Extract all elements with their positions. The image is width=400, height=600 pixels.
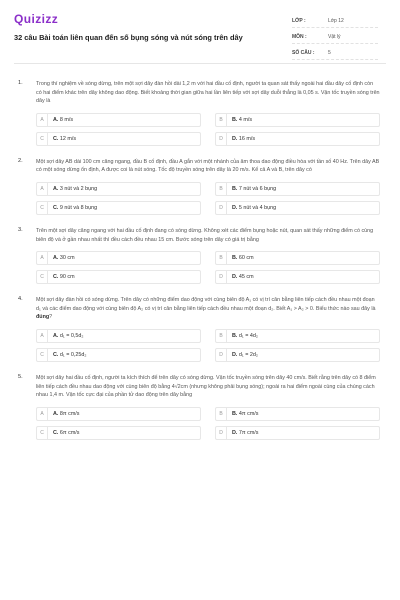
option-value: 3 nút và 2 bụng xyxy=(59,185,98,192)
option-letter: B xyxy=(216,183,227,195)
option-a[interactable] xyxy=(36,407,201,421)
option-a[interactable] xyxy=(36,113,201,127)
option-a[interactable] xyxy=(36,329,201,343)
option-c[interactable] xyxy=(36,426,201,440)
question-number: 5. xyxy=(18,373,23,380)
option-value: 30 cm xyxy=(59,255,75,262)
option-value: 7π cm/s xyxy=(238,429,259,436)
option-letter: D xyxy=(216,202,227,214)
option-value: 5 nút và 4 bụng xyxy=(238,204,277,211)
option-prefix: C. xyxy=(53,429,59,436)
option-letter: A xyxy=(37,114,48,126)
option-value: d₁ = 0,5d₂ xyxy=(59,332,84,339)
option-d[interactable] xyxy=(215,426,380,440)
question-text: Một sợi dây hai đầu cố định, người ta kích thích để trên dây có sóng dừng. Vận tốc truyền sóng trên dây 40 cm/s. Biết rằng trên dây có 8 điểm liên tiếp cách đều nhau dao động với cùng biên độ bằng 4√2cm (nhưng không phải bụng sóng); ngoài ra hai điểm ngoài cùng của chúng cách nhau 1,4 m. Vận tốc cực đại của phần tử dao động trên dây bằng xyxy=(36,374,376,399)
answer-options xyxy=(36,251,380,284)
option-c[interactable] xyxy=(36,132,201,146)
option-value: 7 nút và 6 bụng xyxy=(238,185,277,192)
question-text xyxy=(36,296,386,322)
answer-options xyxy=(36,407,380,440)
option-text xyxy=(48,411,80,417)
question-number: 1. xyxy=(18,80,23,86)
option-prefix: A. xyxy=(53,255,59,262)
option-prefix: C. xyxy=(53,351,59,358)
option-prefix: B. xyxy=(232,410,238,417)
option-text xyxy=(48,255,75,261)
option-text xyxy=(227,255,254,261)
worksheet-meta xyxy=(292,14,378,62)
option-prefix: B. xyxy=(232,185,238,192)
option-prefix: D. xyxy=(232,135,238,142)
option-prefix: B. xyxy=(232,116,238,123)
option-letter: B xyxy=(216,252,227,264)
meta-count-row xyxy=(292,46,378,60)
option-text xyxy=(227,136,255,142)
question-4 xyxy=(16,296,386,362)
option-d[interactable] xyxy=(215,201,380,215)
meta-class-row xyxy=(292,14,378,28)
option-c[interactable] xyxy=(36,201,201,215)
option-d[interactable] xyxy=(215,132,380,146)
answer-options xyxy=(36,329,380,362)
option-a[interactable] xyxy=(36,251,201,265)
option-letter: D xyxy=(216,349,227,361)
option-letter: C xyxy=(37,133,48,145)
option-text xyxy=(48,136,76,142)
question-list xyxy=(14,64,386,440)
question-3 xyxy=(16,227,386,284)
option-c[interactable] xyxy=(36,348,201,362)
option-prefix: A. xyxy=(53,332,59,339)
option-value: 4π cm/s xyxy=(238,410,259,417)
option-value: 6π cm/s xyxy=(59,429,80,436)
option-c[interactable] xyxy=(36,270,201,284)
option-d[interactable] xyxy=(215,348,380,362)
question-number: 3. xyxy=(18,226,23,233)
option-prefix: A. xyxy=(53,410,59,417)
question-text: Trong thí nghiệm về sóng dừng, trên một sợi dây đàn hồi dài 1,2 m với hai đầu cố định, người ta quan sát thấy ngoài hai đầu dây cố định còn có hai điểm khác trên dây không dao động. Biết khoảng thời gian giữa hai lần liên tiếp với sợi dây duỗi thẳng là 0,05 s. Vận tốc truyền sóng trên dây là xyxy=(36,81,380,105)
quizizz-logo: Quizizz xyxy=(14,12,59,26)
option-prefix: D. xyxy=(232,429,238,436)
question-number: 4. xyxy=(18,296,23,303)
option-value: 90 cm xyxy=(59,274,75,281)
option-letter: A xyxy=(37,252,48,264)
option-prefix: A. xyxy=(53,185,59,192)
option-prefix: C. xyxy=(53,274,59,281)
option-text xyxy=(48,186,97,192)
option-a[interactable] xyxy=(36,182,201,196)
option-text xyxy=(48,274,75,280)
option-value: 9 nút và 8 bụng xyxy=(59,204,98,211)
option-prefix: D. xyxy=(232,274,238,281)
option-value: 8π cm/s xyxy=(59,410,80,417)
option-text xyxy=(48,333,83,339)
question-text: Trên một sợi dây căng ngang với hai đầu cố định đang có sóng dừng. Không xét các điểm bụng hoặc nút, quan sát thấy những điểm có cùng biên độ và ở gần nhau nhất thì đều cách đều nhau 15 cm. Bước sóng trên dây có giá trị bằng xyxy=(36,227,374,243)
option-value: d₁ = 0,25d₂ xyxy=(59,351,87,358)
option-b[interactable] xyxy=(215,329,380,343)
option-letter: D xyxy=(216,271,227,283)
meta-subject-value: Vật lý xyxy=(328,33,341,40)
option-prefix: D. xyxy=(232,351,238,358)
option-b[interactable] xyxy=(215,407,380,421)
option-letter: C xyxy=(37,271,48,283)
option-letter: B xyxy=(216,408,227,420)
option-value: 4 m/s xyxy=(238,116,253,123)
meta-subject-row xyxy=(292,30,378,44)
worksheet-title: 32 câu Bài toán liên quan đến số bụng sóng và nút sóng trên dây xyxy=(14,33,243,42)
option-text xyxy=(227,117,252,123)
option-value: 60 cm xyxy=(238,255,254,262)
question-5 xyxy=(16,374,386,440)
option-text xyxy=(48,205,97,211)
option-text xyxy=(48,117,73,123)
question-text: Một sợi dây AB dài 100 cm căng ngang, đầu B cố định, đầu A gắn với một nhánh của âm thoa dao động điều hòa với tần số 40 Hz. Trên dây AB có một sóng dừng ổn định, A được coi là nút sóng. Tốc độ truyền sóng trên dây là 20 m/s. Kể cả A và B, trên dây có xyxy=(36,158,380,174)
option-value: 45 cm xyxy=(238,274,254,281)
option-text xyxy=(227,411,259,417)
meta-count-label: SỐ CÂU : xyxy=(292,49,315,56)
option-value: d₁ = 2d₂ xyxy=(238,351,258,358)
option-letter: A xyxy=(37,330,48,342)
option-letter: B xyxy=(216,114,227,126)
option-prefix: B. xyxy=(232,332,238,339)
option-letter: A xyxy=(37,408,48,420)
option-prefix: D. xyxy=(232,204,238,211)
question-1 xyxy=(16,80,386,146)
option-b[interactable] xyxy=(215,251,380,265)
question-text-body: Một sợi dây đàn hồi có sóng dừng. Trên dây có những điểm dao động với cùng biên độ A₁ có vị trí cân bằng liên tiếp cách đều nhau một đoạn d₁ và các điểm dao động với cùng biên độ A₂ có vị trí cân bằng liên tiếp cách đều nhau một đoạn d₂. Biết A₁ > A₂ > 0. Biểu thức nào sau đây là xyxy=(36,297,376,312)
option-prefix: C. xyxy=(53,204,59,211)
option-letter: B xyxy=(216,330,227,342)
option-text xyxy=(48,352,86,358)
option-b[interactable] xyxy=(215,113,380,127)
question-2 xyxy=(16,158,386,215)
option-prefix: A. xyxy=(53,116,59,123)
meta-subject-label: MÔN : xyxy=(292,33,307,40)
answer-options xyxy=(36,182,380,215)
option-value: 12 m/s xyxy=(59,135,77,142)
meta-class-value: Lớp 12 xyxy=(328,17,344,24)
option-prefix: C. xyxy=(53,135,59,142)
option-letter: C xyxy=(37,427,48,439)
question-number: 2. xyxy=(18,157,23,164)
worksheet-header xyxy=(14,0,386,64)
option-value: 8 m/s xyxy=(59,116,74,123)
option-value: d₁ = 4d₂ xyxy=(238,332,258,339)
option-text xyxy=(227,205,276,211)
option-text xyxy=(227,333,258,339)
option-text xyxy=(227,352,258,358)
option-b[interactable] xyxy=(215,182,380,196)
option-value: 16 m/s xyxy=(238,135,256,142)
option-prefix: B. xyxy=(232,255,238,262)
option-letter: A xyxy=(37,183,48,195)
option-text xyxy=(227,274,254,280)
option-letter: C xyxy=(37,202,48,214)
option-letter: C xyxy=(37,349,48,361)
meta-count-value: 5 xyxy=(328,49,331,56)
answer-options xyxy=(36,113,380,146)
question-emphasis: đúng xyxy=(36,314,50,321)
option-d[interactable] xyxy=(215,270,380,284)
question-text-end: ? xyxy=(49,314,53,321)
option-text xyxy=(48,430,80,436)
option-text xyxy=(227,186,276,192)
meta-class-label: LỚP : xyxy=(292,17,306,24)
option-text xyxy=(227,430,259,436)
option-letter: D xyxy=(216,133,227,145)
option-letter: D xyxy=(216,427,227,439)
